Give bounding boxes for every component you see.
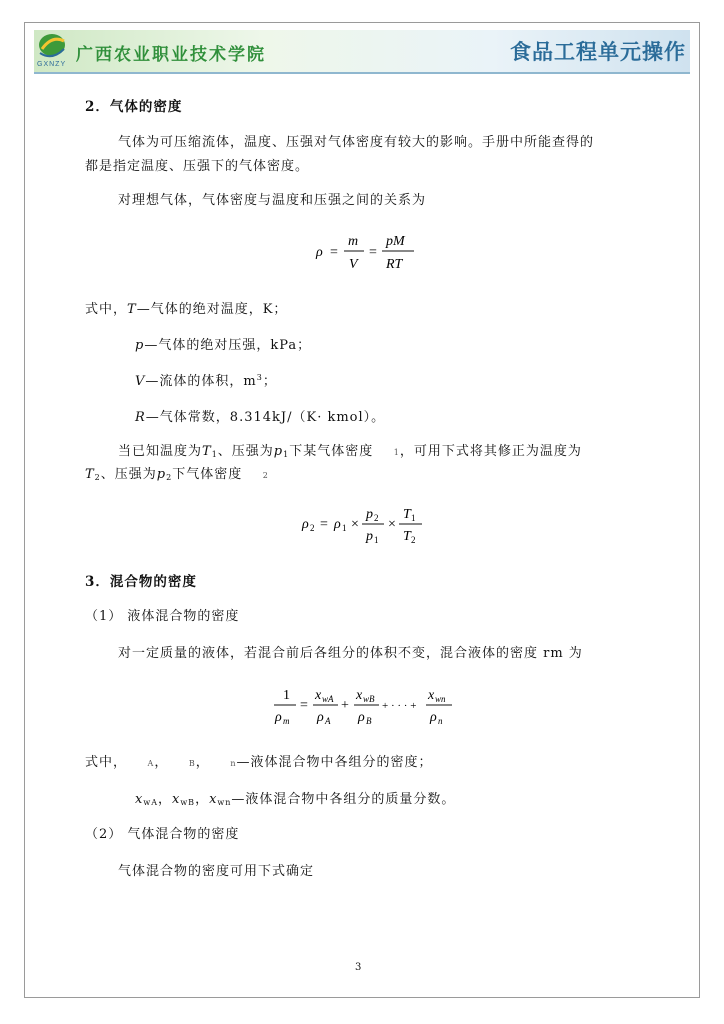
- svg-text:1: 1: [374, 535, 379, 545]
- svg-text:T: T: [403, 507, 411, 522]
- ideal-gas-density-equation: [312, 228, 422, 276]
- paragraph-line: 当已知温度为$T_1$、压强为$p_1$下某气体密度 1，可用下式将其修正为温度为: [118, 444, 582, 459]
- svg-text:x: x: [315, 688, 322, 703]
- paragraph-line: 都是指定温度、压强下的气体密度。: [85, 159, 310, 174]
- section-2-title: 2．气体的密度: [85, 99, 183, 115]
- equals-sign: =: [369, 245, 377, 260]
- where-V: V—流体的体积，$m^3$；: [135, 373, 277, 389]
- svg-text:2: 2: [310, 523, 315, 533]
- numerator: pM: [386, 234, 405, 249]
- denominator: V: [349, 257, 358, 272]
- svg-text:1: 1: [342, 523, 347, 533]
- school-name: 广西农业职业技术学院: [76, 45, 266, 64]
- header-divider: [34, 72, 690, 74]
- where-mass-fractions: $x_{wA}$，$x_{wB}$，$x_{wn}—$液体混合物中各组分的质量分数。: [135, 792, 456, 807]
- page-number: 3: [355, 962, 362, 973]
- equals-sign: =: [330, 245, 338, 260]
- svg-text:ρ: ρ: [317, 710, 324, 725]
- svg-text:×: ×: [351, 517, 359, 532]
- svg-text:ρ: ρ: [430, 710, 437, 725]
- paragraph-line: $T_2$、压强为$p_2$下气体密度 2: [85, 467, 269, 482]
- svg-text:+: +: [341, 698, 349, 713]
- svg-text:wn: wn: [435, 694, 446, 704]
- svg-text:T: T: [403, 529, 411, 544]
- section-3-title: 3．混合物的密度: [85, 574, 197, 590]
- density-correction-equation: [298, 502, 428, 548]
- svg-text:wB: wB: [363, 694, 375, 704]
- rho-symbol: ρ: [316, 245, 323, 260]
- where-T: 式中，T—气体的绝对温度，K；: [85, 302, 288, 317]
- subsection-1-title: （1） 液体混合物的密度: [85, 609, 240, 624]
- svg-text:x: x: [356, 688, 363, 703]
- svg-text:p: p: [366, 507, 373, 522]
- svg-text:+ · · · +: + · · · +: [382, 700, 417, 712]
- subsection-2-title: （2） 气体混合物的密度: [85, 827, 240, 842]
- where-R: R—气体常数，8.314kJ/（K· kmol）。: [135, 410, 386, 425]
- liquid-mixture-density-equation: [270, 683, 460, 729]
- svg-text:A: A: [325, 716, 331, 726]
- svg-text:B: B: [366, 716, 372, 726]
- svg-text:ρ: ρ: [358, 710, 365, 725]
- svg-text:2: 2: [374, 513, 379, 523]
- paragraph-line: 气体为可压缩流体，温度、压强对气体密度有较大的影响。手册中所能查得的: [118, 135, 595, 150]
- paragraph-line: 对理想气体，气体密度与温度和压强之间的关系为: [118, 193, 427, 208]
- paragraph-line: 对一定质量的液体，若混合前后各组分的体积不变，混合液体的密度 rm 为: [118, 646, 583, 661]
- svg-text:=: =: [320, 517, 328, 532]
- svg-text:1: 1: [411, 513, 416, 523]
- denominator: RT: [386, 257, 403, 272]
- svg-text:x: x: [428, 688, 435, 703]
- svg-text:ρ: ρ: [302, 517, 309, 532]
- svg-text:m: m: [283, 716, 290, 726]
- svg-text:n: n: [438, 716, 443, 726]
- svg-text:×: ×: [388, 517, 396, 532]
- paragraph-line: 气体混合物的密度可用下式确定: [118, 864, 315, 879]
- svg-text:ρ: ρ: [275, 710, 282, 725]
- svg-text:1: 1: [283, 688, 290, 703]
- svg-text:2: 2: [411, 535, 416, 545]
- logo-abbreviation: GXNZY: [37, 61, 67, 68]
- where-liquid-densities: 式中， A， B， n—液体混合物中各组分的密度；: [85, 755, 433, 770]
- svg-text:p: p: [366, 529, 373, 544]
- svg-text:wA: wA: [322, 694, 334, 704]
- numerator: m: [348, 234, 359, 249]
- svg-text:=: =: [300, 698, 308, 713]
- where-p: p—气体的绝对压强，kPa；: [135, 338, 312, 353]
- course-title: 食品工程单元操作: [510, 41, 686, 64]
- svg-text:ρ: ρ: [334, 517, 341, 532]
